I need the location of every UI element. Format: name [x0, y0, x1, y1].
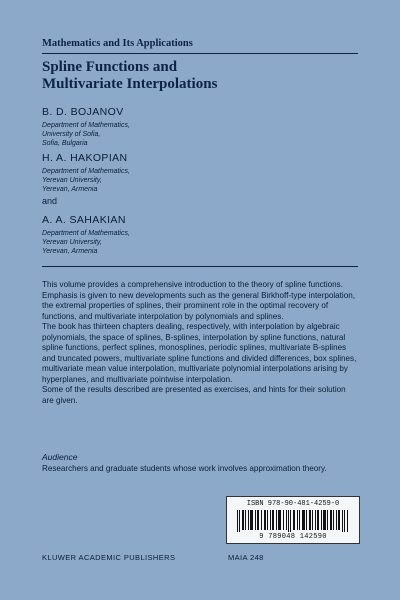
description-paragraph: Some of the results described are presented as exercises, and hints for their solution are given.: [42, 385, 346, 405]
author-name: A. A. SAHAKIAN: [42, 214, 126, 226]
isbn-label: ISBN 978-90-481-4259-0: [246, 500, 340, 508]
author-name: B. D. BOJANOV: [42, 106, 124, 118]
series-code: MAIA 248: [228, 553, 264, 562]
audience-text: Researchers and graduate students whose work involves approximation theory.: [42, 464, 327, 473]
title-line-2: Multivariate Interpolations: [42, 76, 218, 92]
series-name: Mathematics and Its Applications: [42, 38, 193, 49]
middle-divider: [42, 266, 358, 267]
top-divider: [42, 53, 358, 54]
barcode: [226, 496, 360, 544]
author-affiliation: Department of Mathematics, Yerevan University, Yerevan, Armenia: [42, 230, 130, 255]
audience-heading: Audience: [42, 452, 78, 462]
author-name: H. A. HAKOPIAN: [42, 152, 128, 164]
ean-number: 9 789048 142590: [259, 533, 327, 541]
and-conjunction: and: [42, 196, 58, 206]
publisher-name: KLUWER ACADEMIC PUBLISHERS: [42, 553, 176, 562]
description: [42, 280, 358, 406]
author-affiliation: Department of Mathematics, University of Sofia, Sofia, Bulgaria: [42, 122, 130, 147]
barcode-bars: [237, 510, 349, 532]
title-line-1: Spline Functions and: [42, 59, 178, 75]
description-paragraph: This volume provides a comprehensive introduction to the theory of spline functions. Emphasis is given to new developments such as the general Birkhoff-type interpolation, the extremal properties of splines, their prominent role in the optimal recovery of functions, and multivariate interpolation by polynomials and splines.: [42, 280, 355, 321]
author-affiliation: Department of Mathematics, Yerevan University, Yerevan, Armenia: [42, 168, 130, 193]
book-title: [42, 59, 217, 93]
description-paragraph: The book has thirteen chapters dealing, respectively, with interpolation by algebraic polynomials, the space of splines, B-splines, interpolation by spline functions, natural spline functions, perfect splines, monosplines, periodic splines, multivariate B-splines and truncated powers, multivariate spline functions and divided differences, box splines, multivariate mean value interpolation, multivariate polynomial interpolations arising by hyperplanes, and multivariate pointwise interpolation.: [42, 322, 357, 384]
